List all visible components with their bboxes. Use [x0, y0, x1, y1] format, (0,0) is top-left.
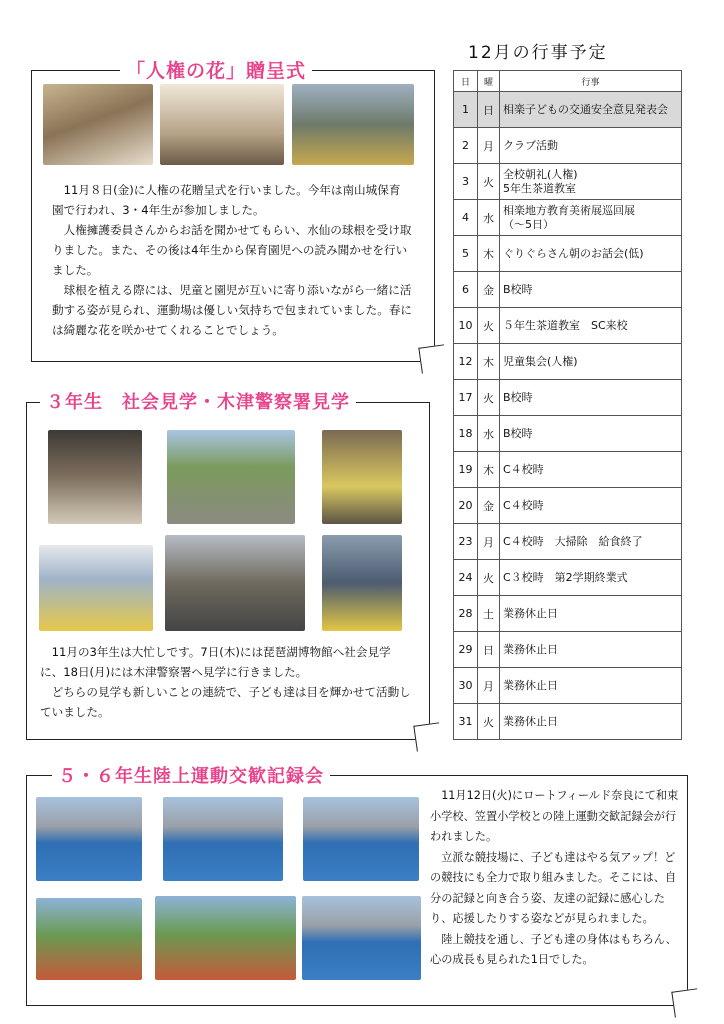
schedule-day: 17: [454, 380, 478, 416]
schedule-row: [454, 164, 682, 200]
schedule-day: 6: [454, 272, 478, 308]
schedule-weekday: 日: [478, 632, 500, 668]
schedule-row: [454, 236, 682, 272]
section2-paragraph: 11月の3年生は大忙しです。7日(木)には琵琶湖博物館へ社会見学に、18日(月)には木津警察署へ見学に行きました。: [40, 645, 391, 679]
schedule-event: 相楽地方教育美術展巡回展 （～5日）: [500, 200, 682, 236]
schedule-day: 1: [454, 92, 478, 128]
schedule-row: [454, 92, 682, 128]
schedule-event: C４校時: [500, 488, 682, 524]
section3-body: [430, 786, 683, 971]
schedule-event: C４校時 大掃除 給食終了: [500, 524, 682, 560]
schedule-event: 全校朝礼(人権) 5年生茶道教室: [500, 164, 682, 200]
schedule-row: [454, 488, 682, 524]
schedule-event: 業務休止日: [500, 704, 682, 740]
photo-police-1: [39, 545, 153, 631]
schedule-weekday: 火: [478, 380, 500, 416]
photo-athletics-3: [303, 797, 419, 881]
schedule-day: 29: [454, 632, 478, 668]
schedule-title: 12月の行事予定: [468, 43, 608, 63]
schedule-event: 相楽子どもの交通安全意見発表会: [500, 92, 682, 128]
schedule-table: [453, 70, 682, 740]
page-curl-corner: [418, 344, 447, 373]
schedule-weekday: 木: [478, 452, 500, 488]
header-weekday: 曜: [478, 71, 500, 92]
photo-athletics-1: [36, 797, 142, 881]
schedule-event: B校時: [500, 272, 682, 308]
photo-museum-3: [322, 430, 402, 524]
schedule-weekday: 金: [478, 272, 500, 308]
schedule-event: 業務休止日: [500, 668, 682, 704]
schedule-row: [454, 380, 682, 416]
schedule-weekday: 火: [478, 704, 500, 740]
schedule-weekday: 水: [478, 200, 500, 236]
photo-police-3: [322, 535, 402, 631]
schedule-weekday: 月: [478, 128, 500, 164]
schedule-day: 2: [454, 128, 478, 164]
header-day: 日: [454, 71, 478, 92]
schedule-row: [454, 560, 682, 596]
photo-museum-2: [167, 430, 295, 524]
schedule-row: [454, 632, 682, 668]
schedule-day: 4: [454, 200, 478, 236]
schedule-row: [454, 668, 682, 704]
page-curl-corner: [671, 988, 700, 1017]
header-event: 行事: [500, 71, 682, 92]
photo-museum-1: [48, 430, 142, 524]
schedule-weekday: 月: [478, 524, 500, 560]
section1-body: [52, 180, 412, 340]
page-curl-corner: [413, 722, 442, 751]
section3-paragraph: 立派な競技場に、子ども達はやる気アップ！どの競技にも全力で取り組みました。そこには、自分の記録と向き合う姿、友達の記録に感心したり、応援したりする姿などが見られました。: [430, 850, 677, 925]
schedule-row: [454, 308, 682, 344]
section1-paragraph: 11月８日(金)に人権の花贈呈式を行いました。今年は南山城保育園で行われ、3・4年生が参加しました。: [52, 183, 401, 217]
section1-paragraph: 球根を植える際には、児童と園児が互いに寄り添いながら一緒に活動する姿が見られ、運動場は優しい気持ちで包まれていました。春には綺麗な花を咲かせてくれることでしょう。: [52, 283, 412, 337]
schedule-row: [454, 596, 682, 632]
schedule-day: 20: [454, 488, 478, 524]
schedule-row: [454, 452, 682, 488]
schedule-day: 3: [454, 164, 478, 200]
photo-ceremony-3: [292, 84, 414, 165]
schedule-day: 31: [454, 704, 478, 740]
schedule-day: 12: [454, 344, 478, 380]
schedule-day: 28: [454, 596, 478, 632]
schedule-event: 業務休止日: [500, 596, 682, 632]
schedule-event: 児童集会(人権): [500, 344, 682, 380]
schedule-weekday: 日: [478, 92, 500, 128]
schedule-event: 業務休止日: [500, 632, 682, 668]
schedule-event: C４校時: [500, 452, 682, 488]
photo-athletics-2: [163, 797, 283, 881]
schedule-weekday: 火: [478, 308, 500, 344]
schedule-weekday: 木: [478, 236, 500, 272]
section2-body: [40, 642, 412, 722]
schedule-event: B校時: [500, 416, 682, 452]
schedule-row: [454, 272, 682, 308]
schedule-day: 23: [454, 524, 478, 560]
schedule-event: ぐりぐらさん朝のお話会(低): [500, 236, 682, 272]
photo-athletics-4: [36, 898, 142, 980]
schedule-day: 19: [454, 452, 478, 488]
photo-ceremony-2: [160, 84, 284, 165]
schedule-weekday: 火: [478, 560, 500, 596]
schedule-row: [454, 524, 682, 560]
schedule-header-row: [454, 71, 682, 92]
section-title-human-rights-flower: 「人権の花」贈呈式: [120, 56, 312, 83]
schedule-event: クラブ活動: [500, 128, 682, 164]
schedule-row: [454, 344, 682, 380]
section3-paragraph: 陸上競技を通し、子ども達の身体はもちろん、心の成長も見られた1日でした。: [430, 932, 677, 966]
schedule-event: ５年生茶道教室 SC来校: [500, 308, 682, 344]
section-title-athletics: ５・６年生陸上運動交歓記録会: [52, 762, 330, 788]
photo-police-2: [165, 535, 305, 631]
schedule-weekday: 木: [478, 344, 500, 380]
photo-athletics-5: [155, 896, 296, 980]
schedule-event: B校時: [500, 380, 682, 416]
section-title-field-trip: ３年生 社会見学・木津警察署見学: [40, 388, 356, 414]
schedule-weekday: 水: [478, 416, 500, 452]
photo-athletics-6: [302, 896, 421, 980]
schedule-day: 18: [454, 416, 478, 452]
schedule-weekday: 土: [478, 596, 500, 632]
schedule-day: 24: [454, 560, 478, 596]
schedule-day: 10: [454, 308, 478, 344]
schedule-weekday: 金: [478, 488, 500, 524]
schedule-row: [454, 128, 682, 164]
schedule-row: [454, 200, 682, 236]
schedule-row: [454, 416, 682, 452]
section1-paragraph: 人権擁護委員さんからお話を聞かせてもらい、水仙の球根を受け取りました。また、その後は4年生から保育園児への読み聞かせを行いました。: [52, 223, 412, 277]
schedule-event: C３校時 第2学期終業式: [500, 560, 682, 596]
schedule-weekday: 火: [478, 164, 500, 200]
schedule-weekday: 月: [478, 668, 500, 704]
section3-paragraph: 11月12日(火)にロートフィールド奈良にて和束小学校、笠置小学校との陸上運動交歓記録会が行われました。: [430, 789, 679, 843]
schedule-day: 5: [454, 236, 478, 272]
schedule-day: 30: [454, 668, 478, 704]
section2-paragraph: どちらの見学も新しいことの連続で、子ども達は目を輝かせて活動していました。: [40, 685, 411, 719]
photo-ceremony-1: [43, 84, 153, 165]
schedule-row: [454, 704, 682, 740]
